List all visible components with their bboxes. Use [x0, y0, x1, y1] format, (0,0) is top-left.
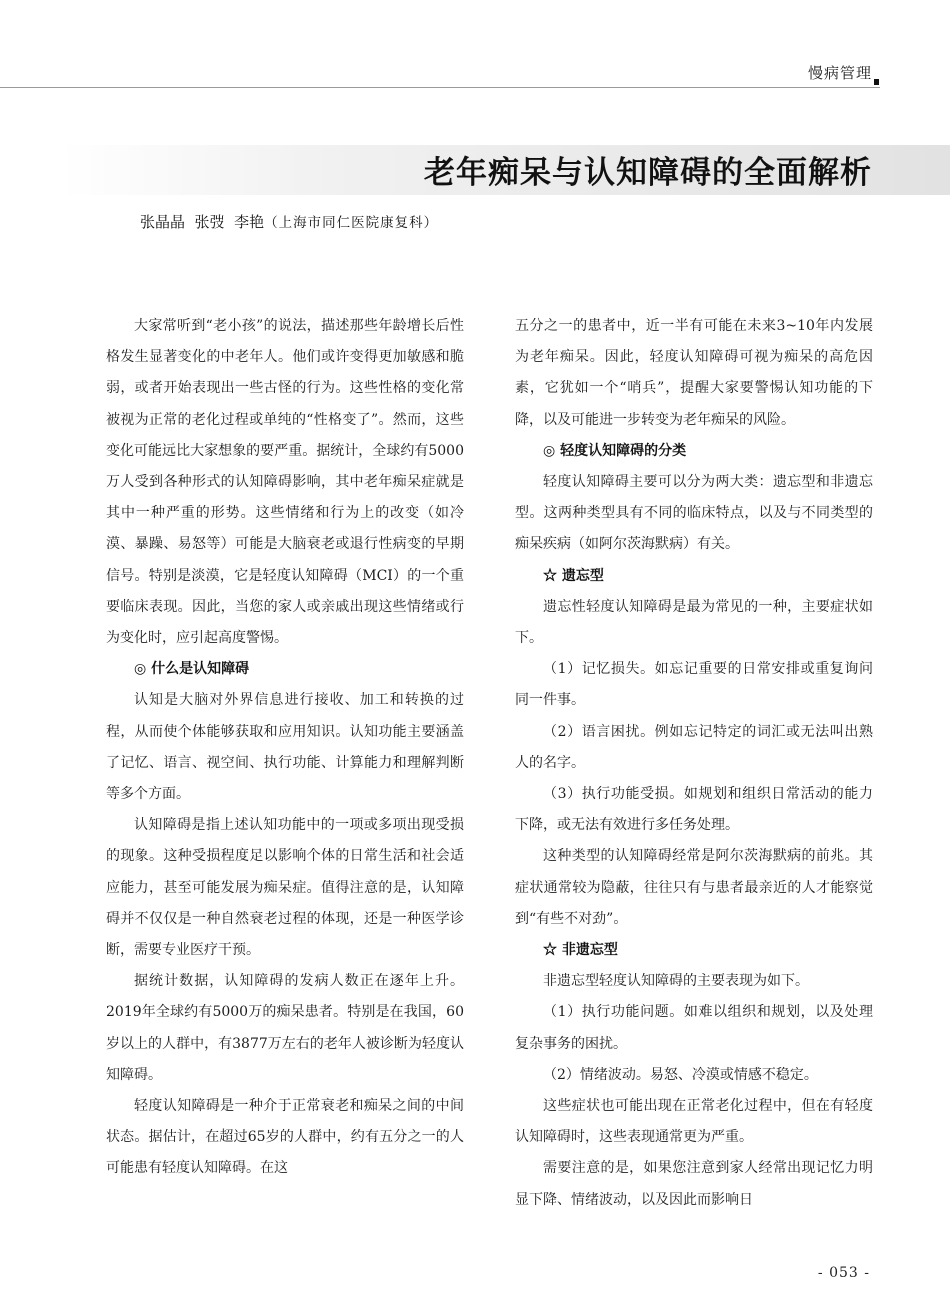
list-item: （1）记忆损失。如忘记重要的日常安排或重复询问同一件事。 [515, 661, 873, 709]
paragraph: 轻度认知障碍主要可以分为两大类：遗忘型和非遗忘型。这两种类型具有不同的临床特点，以及与不同类型的痴呆疾病（如阿尔茨海默病）有关。 [515, 474, 873, 553]
right-column [515, 311, 873, 1216]
paragraph: 这些症状也可能出现在正常老化过程中，但在有轻度认知障碍时，这些表现通常更为严重。 [515, 1098, 873, 1146]
author-line [140, 211, 438, 232]
paragraph: 轻度认知障碍是一种介于正常衰老和痴呆之间的中间状态。据估计，在超过65岁的人群中，约有五分之一的人可能患有轻度认知障碍。在这 [106, 1098, 464, 1177]
page-number: - 053 - [817, 1265, 870, 1281]
paragraph: 认知障碍是指上述认知功能中的一项或多项出现受损的现象。这种受损程度足以影响个体的日常生活和社会适应能力，甚至可能发展为痴呆症。值得注意的是，认知障碍并不仅仅是一种自然衰老过程的体现，还是一种医学诊断，需要专业医疗干预。 [106, 817, 464, 959]
header-rule [0, 87, 880, 88]
paragraph: 遗忘性轻度认知障碍是最为常见的一种，主要症状如下。 [515, 598, 873, 647]
subsection-heading: ☆ 非遗忘型 [543, 942, 618, 959]
author-affiliation: （上海市同仁医院康复科） [264, 215, 439, 231]
paragraph: 据统计数据，认知障碍的发病人数正在逐年上升。2019年全球约有5000万的痴呆患者。特别是在我国，60岁以上的人群中，有3877万左右的老年人被诊断为轻度认知障碍。 [106, 973, 464, 1083]
paragraph: 这种类型的认知障碍经常是阿尔茨海默病的前兆。其症状通常较为隐蔽，往往只有与患者最亲近的人才能察觉到“有些不对劲”。 [515, 848, 873, 927]
list-item: （2）语言困扰。例如忘记特定的词汇或无法叫出熟人的名字。 [515, 723, 873, 771]
paragraph: 认知是大脑对外界信息进行接收、加工和转换的过程，从而使个体能够获取和应用知识。认知功能主要涵盖了记忆、语言、视空间、执行功能、计算能力和理解判断等多个方面。 [106, 692, 464, 803]
list-item: （2）情绪波动。易怒、冷漠或情感不稳定。 [543, 1066, 818, 1083]
section-heading: ◎ 轻度认知障碍的分类 [543, 442, 687, 459]
paragraph: 非遗忘型轻度认知障碍的主要表现为如下。 [543, 973, 809, 990]
author-names: 张晶晶 张弢 李艳 [140, 213, 265, 231]
paragraph: 五分之一的患者中，近一半有可能在未来3~10年内发展为老年痴呆。因此，轻度认知障碍可视为痴呆的高危因素，它犹如一个“哨兵”，提醒大家要警惕认知功能的下降，以及可能进一步转变为老年痴呆的风险。 [515, 318, 873, 428]
section-heading: ◎ 什么是认知障碍 [134, 661, 250, 678]
list-item: （1）执行功能问题。如难以组织和规划，以及处理复杂事务的困扰。 [515, 1004, 873, 1052]
section-marker [874, 79, 879, 85]
paragraph: 大家常听到“老小孩”的说法，描述那些年龄增长后性格发生显著变化的中老年人。他们或许变得更加敏感和脆弱，或者开始表现出一些古怪的行为。这些性格的变化常被视为正常的老化过程或单纯的“性格变了”。然而，这些变化可能远比大家想象的要严重。据统计，全球约有5000万人受到各种形式的认知障碍影响，其中老年痴呆症就是其中一种严重的形势。这些情绪和行为上的改变（如冷漠、暴躁、易怒等）可能是大脑衰老或退行性病变的早期信号。特别是淡漠，它是轻度认知障碍（MCI）的一个重要临床表现。因此，当您的家人或亲戚出现这些情绪或行为变化时，应引起高度警惕。 [106, 318, 464, 647]
section-label: 慢病管理 [807, 64, 872, 82]
list-item: （3）执行功能受损。如规划和组织日常活动的能力下降，或无法有效进行多任务处理。 [515, 786, 873, 834]
paragraph: 需要注意的是，如果您注意到家人经常出现记忆力明显下降、情绪波动，以及因此而影响日 [515, 1160, 873, 1208]
subsection-heading: ☆ 遗忘型 [543, 567, 604, 584]
left-column [106, 311, 464, 1185]
article-title: 老年痴呆与认知障碍的全面解析 [424, 155, 872, 191]
